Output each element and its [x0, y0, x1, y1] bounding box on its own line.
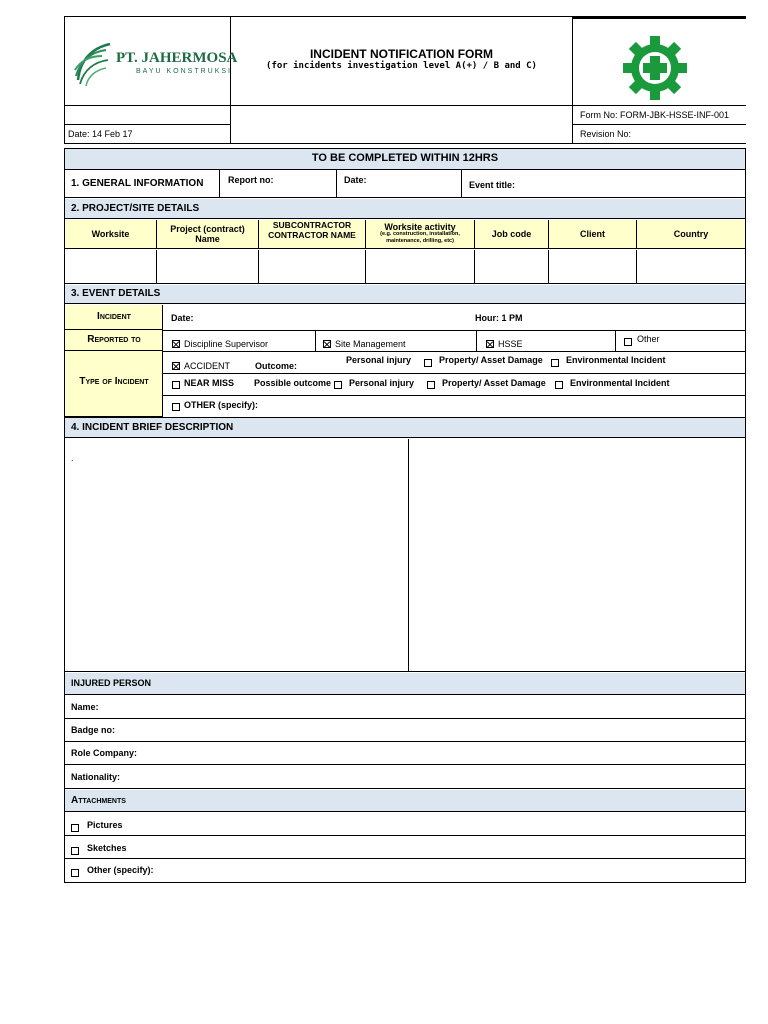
- safety-gear-icon: [621, 34, 689, 102]
- company-logo: [72, 40, 238, 90]
- header-date: Date: 14 Feb 17: [68, 129, 133, 139]
- incident-date-field[interactable]: Date:: [171, 313, 194, 323]
- form-number: Form No: FORM-JBK-HSSE-INF-001: [580, 110, 730, 120]
- possible-environmental-checkbox[interactable]: [555, 381, 563, 389]
- description-heading-row: [65, 417, 745, 438]
- project-columns-row: [65, 220, 745, 249]
- possible-personal-injury: Personal injury: [349, 378, 415, 388]
- incident-label: Incident: [97, 311, 131, 322]
- col-client: Client: [579, 229, 605, 239]
- company-name: PT. JAHERMOSA: [116, 50, 238, 66]
- type-label: Type of Incident: [79, 376, 149, 387]
- outcome-environmental-checkbox[interactable]: [551, 359, 559, 367]
- accident-label: ACCIDENT: [184, 361, 231, 371]
- banner-row: [65, 149, 745, 170]
- attachment-sketches-label: Sketches: [87, 843, 127, 853]
- other-type-checkbox[interactable]: [172, 403, 180, 411]
- col-activity-note: (e.g. construction, installation, maintenance, drilling, etc): [380, 231, 460, 244]
- attachment-other-row: [65, 859, 745, 882]
- outcome-property-checkbox[interactable]: [424, 359, 432, 367]
- general-info-heading: 1. GENERAL INFORMATION: [71, 178, 204, 189]
- possible-property-checkbox[interactable]: [427, 381, 435, 389]
- other-type-label: OTHER (specify):: [184, 400, 259, 410]
- col-project-name: Project (contract) Name: [170, 224, 245, 244]
- company-subname: BAYU KONSTRUKSI: [136, 68, 232, 75]
- injured-role-row[interactable]: [65, 742, 745, 765]
- reported-other-checkbox[interactable]: [624, 338, 632, 346]
- injured-heading-row: [65, 673, 745, 695]
- logo-swoosh-icon: [72, 40, 112, 88]
- col-job-code: Job code: [491, 229, 532, 239]
- incident-hour[interactable]: Hour: 1 PM: [475, 313, 523, 323]
- attachment-pictures-row: [65, 813, 745, 836]
- reported-other-label: Other: [637, 334, 660, 344]
- possible-property: Property/ Asset Damage: [442, 378, 546, 388]
- form-title: INCIDENT NOTIFICATION FORM: [309, 47, 494, 61]
- injured-name-row[interactable]: [65, 696, 745, 719]
- incident-label-cell: [65, 305, 163, 330]
- attachment-other-checkbox[interactable]: [71, 869, 79, 877]
- project-heading-row: [65, 199, 745, 219]
- reported-label-cell: [65, 330, 163, 351]
- general-date-field[interactable]: Date:: [344, 175, 367, 185]
- type-label-cell: [65, 351, 163, 417]
- description-area[interactable]: [65, 439, 745, 672]
- attachment-sketches-checkbox[interactable]: [71, 847, 79, 855]
- injured-badge-label: Badge no:: [71, 725, 115, 735]
- report-no-field[interactable]: Report no:: [228, 175, 274, 185]
- reported-supervisor-label: Discipline Supervisor: [184, 339, 269, 349]
- injured-role-label: Role Company:: [71, 748, 138, 758]
- outcome-label: Outcome:: [255, 361, 298, 371]
- col-subcontractor: SUBCONTRACTOR CONTRACTOR NAME: [268, 220, 356, 240]
- possible-environmental: Environmental Incident: [570, 378, 670, 388]
- attachment-sketches-row: [65, 836, 745, 859]
- col-worksite-activity: Worksite activity: [384, 222, 456, 232]
- reported-label: Reported to: [87, 334, 141, 345]
- col-country: Country: [673, 229, 709, 239]
- outcome-property: Property/ Asset Damage: [439, 355, 543, 365]
- form-subtitle: (for incidents investigation level A(+) / B and C): [266, 61, 537, 71]
- injured-heading: INJURED PERSON: [71, 678, 152, 688]
- outcome-environmental: Environmental Incident: [566, 355, 666, 365]
- attachment-pictures-label: Pictures: [87, 820, 123, 830]
- injured-name-label: Name:: [71, 702, 99, 712]
- revision-number: Revision No:: [580, 129, 632, 139]
- attachment-pictures-checkbox[interactable]: [71, 824, 79, 832]
- reported-site-mgmt-label: Site Management: [335, 339, 406, 349]
- possible-injury-checkbox[interactable]: [334, 381, 342, 389]
- description-text: .: [71, 453, 74, 463]
- event-heading: 3. EVENT DETAILS: [71, 288, 161, 299]
- project-heading: 2. PROJECT/SITE DETAILS: [71, 203, 200, 214]
- accident-checkbox[interactable]: [172, 362, 180, 370]
- near-miss-checkbox[interactable]: [172, 381, 180, 389]
- injured-nationality-row[interactable]: [65, 765, 745, 789]
- banner-text: TO BE COMPLETED WITHIN 12HRS: [311, 152, 499, 164]
- general-info-row: [65, 170, 745, 198]
- possible-outcome-label: Possible outcome: [254, 378, 332, 388]
- reported-supervisor-checkbox[interactable]: [172, 340, 180, 348]
- attachments-heading-row: [65, 790, 745, 812]
- near-miss-label: NEAR MISS: [184, 378, 235, 388]
- reported-hsse-checkbox[interactable]: [486, 340, 494, 348]
- outcome-personal-injury: Personal injury: [346, 355, 412, 365]
- attachment-other-label: Other (specify):: [87, 865, 154, 875]
- event-title-field[interactable]: Event title:: [469, 180, 516, 190]
- event-heading-row: [65, 285, 745, 304]
- description-heading: 4. INCIDENT BRIEF DESCRIPTION: [71, 422, 234, 433]
- injured-nationality-label: Nationality:: [71, 772, 121, 782]
- project-data-row[interactable]: [65, 250, 745, 284]
- attachments-heading: Attachments: [71, 795, 126, 806]
- reported-hsse-label: HSSE: [498, 339, 523, 349]
- injured-badge-row[interactable]: [65, 719, 745, 742]
- col-worksite: Worksite: [91, 229, 130, 239]
- reported-site-mgmt-checkbox[interactable]: [323, 340, 331, 348]
